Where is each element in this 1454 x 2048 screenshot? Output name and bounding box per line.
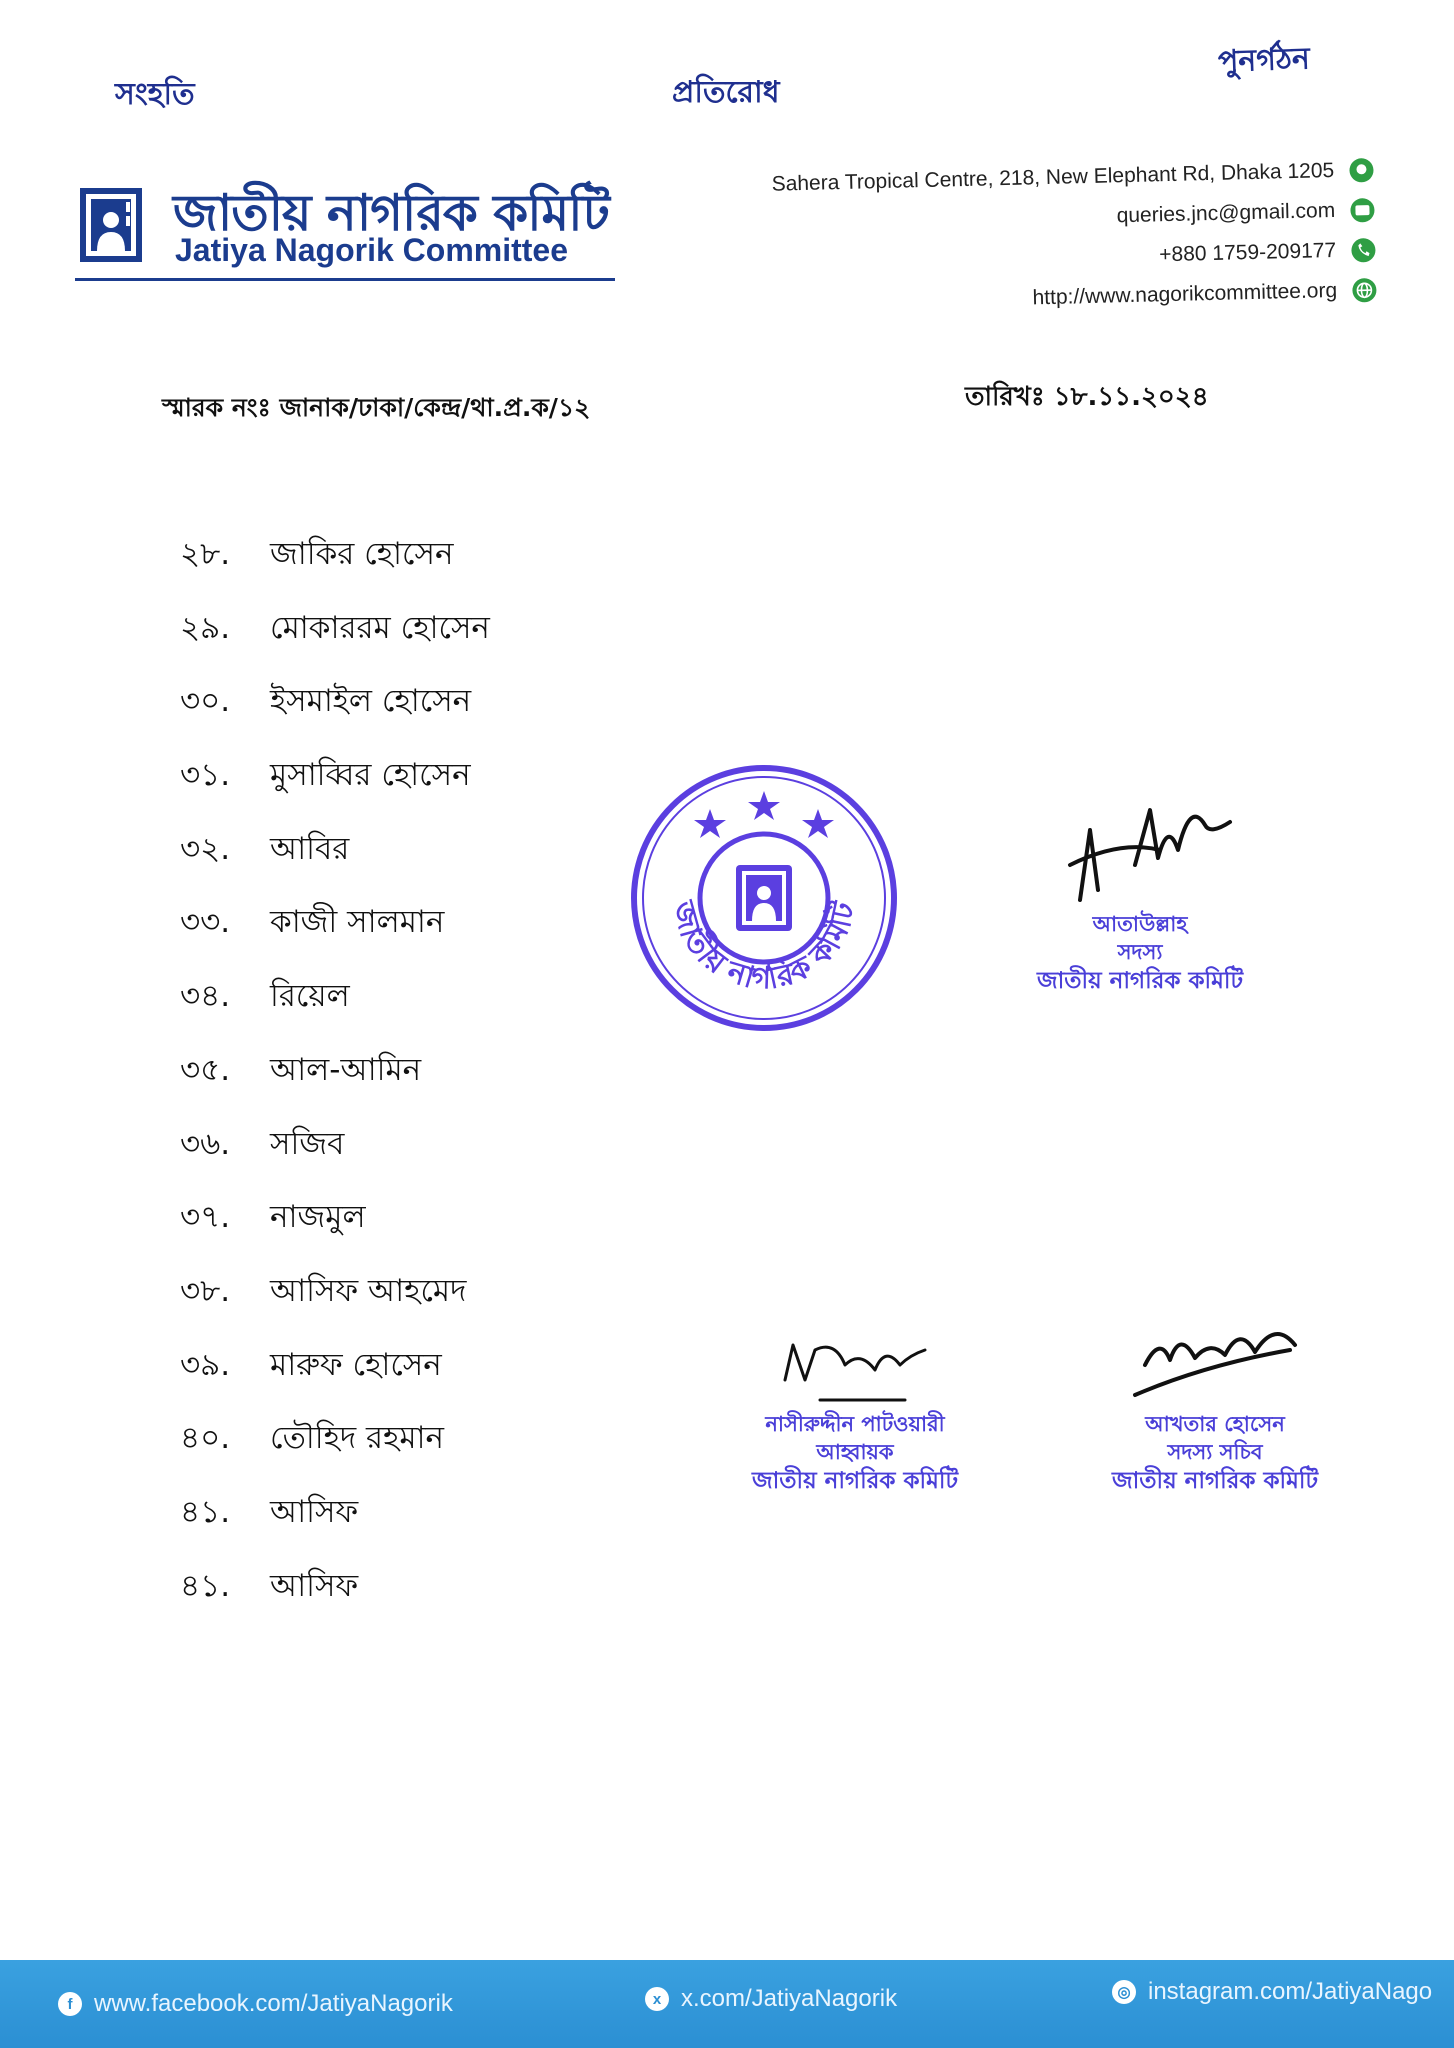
list-item-name: সজিব [270, 1125, 345, 1162]
seal-stars-icon [694, 791, 834, 838]
logo-name-english: Jatiya Nagorik Committee [175, 232, 569, 268]
list-item-number: ৩৭. [180, 1199, 231, 1236]
list-item-number: ৩৯. [180, 1346, 231, 1383]
list-item-name: আসিফ [270, 1567, 359, 1604]
signatory-name: আতাউল্লাহ [1092, 912, 1188, 936]
logo-name-bangla: জাতীয় নাগরিক কমিটি [173, 184, 609, 242]
memo-reference: স্মারক নংঃ জানাক/ঢাকা/কেন্দ্র/থা.প্র.ক/১২ [162, 393, 591, 422]
list-item-number: ৩২. [180, 830, 231, 867]
list-item-name: আল-আমিন [270, 1051, 422, 1088]
list-item-number: ৪০. [180, 1420, 231, 1457]
address-text: Sahera Tropical Centre, 218, New Elephant Rd, Dhaka 1205 [771, 158, 1335, 196]
organization-logo [75, 170, 620, 285]
motto-unity: সংহতি [115, 77, 195, 112]
list-item-name: জাকির হোসেন [270, 536, 454, 572]
list-item-number: ২৮. [180, 536, 231, 572]
motto-reconstruction: পুনর্গঠন [1217, 41, 1311, 80]
list-item-number: ৩৫. [180, 1051, 231, 1088]
seal-text: জাতীয় নাগরিক কমিটি [664, 897, 863, 997]
list-item-name: মারুফ হোসেন [270, 1346, 442, 1383]
list-item-name: ইসমাইল হোসেন [270, 683, 472, 720]
list-item-name: মুসাব্বির হোসেন [270, 757, 471, 794]
facebook-link[interactable]: www.facebook.com/JatiyaNagorik [94, 1990, 453, 2017]
signature-member [990, 770, 1290, 996]
seal-center-mark-icon [736, 865, 792, 931]
website-text[interactable]: http://www.nagorikcommittee.org [1032, 278, 1338, 310]
signatory-title: সদস্য সচিব [1167, 1440, 1263, 1464]
x-icon: x [645, 1987, 669, 2011]
footer-x [645, 1985, 897, 2013]
list-item-number: ৩৮. [180, 1272, 231, 1309]
list-item-number: ৩০. [180, 683, 231, 720]
footer-facebook [58, 1990, 453, 2018]
list-item-number: ৪১. [180, 1493, 231, 1530]
list-item-name: কাজী সালমান [270, 904, 445, 941]
list-item-name: আসিফ আহমেদ [270, 1272, 467, 1309]
signatory-org: জাতীয় নাগরিক কমিটি [752, 1468, 958, 1494]
organization-seal [628, 762, 900, 1034]
list-item-number: ৩৬. [180, 1125, 231, 1162]
signature-convener [710, 1320, 1000, 1496]
contact-block [771, 150, 1377, 325]
handwritten-signature [1115, 1310, 1315, 1410]
footer-instagram [1112, 1978, 1432, 2006]
signatory-org: জাতীয় নাগরিক কমিটি [1037, 968, 1243, 994]
facebook-icon: f [58, 1992, 82, 2016]
list-item-name: তৌহিদ রহমান [270, 1420, 445, 1457]
phone-icon [1350, 237, 1377, 264]
logo-mark-icon [80, 188, 142, 262]
handwritten-signature [765, 1320, 945, 1410]
x-link[interactable]: x.com/JatiyaNagorik [681, 1985, 898, 2012]
list-item-name: নাজমুল [270, 1199, 366, 1236]
list-item-name: রিয়েল [270, 978, 350, 1015]
list-item-name: মোকাররম হোসেন [270, 609, 490, 646]
signatory-name: আখতার হোসেন [1145, 1412, 1285, 1436]
phone-text[interactable]: +880 1759-209177 [1159, 238, 1337, 267]
memo-date: তারিখঃ ১৮.১১.২০২৪ [965, 382, 1209, 412]
instagram-link[interactable]: instagram.com/JatiyaNago [1148, 1978, 1433, 2005]
instagram-icon: ◎ [1112, 1980, 1136, 2004]
list-item-number: ৪১. [180, 1567, 231, 1604]
signatory-name: নাসীরুদ্দীন পাটওয়ারী [765, 1412, 945, 1436]
list-item-name: আবির [270, 830, 350, 867]
handwritten-signature [1040, 770, 1240, 910]
list-item-name: আসিফ [270, 1493, 359, 1530]
logo-underline [75, 278, 615, 281]
motto-resistance: প্রতিরোধ [672, 75, 780, 110]
list-item-number: ৩৩. [180, 904, 231, 941]
location-icon [1348, 157, 1375, 184]
list-item-number: ৩৪. [180, 978, 231, 1015]
list-item-number: ৩১. [180, 757, 231, 794]
signature-member-secretary [1075, 1310, 1355, 1496]
signatory-title: সদস্য [1117, 940, 1163, 964]
email-text[interactable]: queries.jnc@gmail.com [1116, 198, 1336, 228]
list-item-number: ২৯. [180, 609, 231, 646]
email-icon [1349, 197, 1376, 224]
signatory-title: আহ্বায়ক [816, 1440, 894, 1464]
globe-icon [1351, 277, 1378, 304]
signatory-org: জাতীয় নাগরিক কমিটি [1112, 1468, 1318, 1494]
